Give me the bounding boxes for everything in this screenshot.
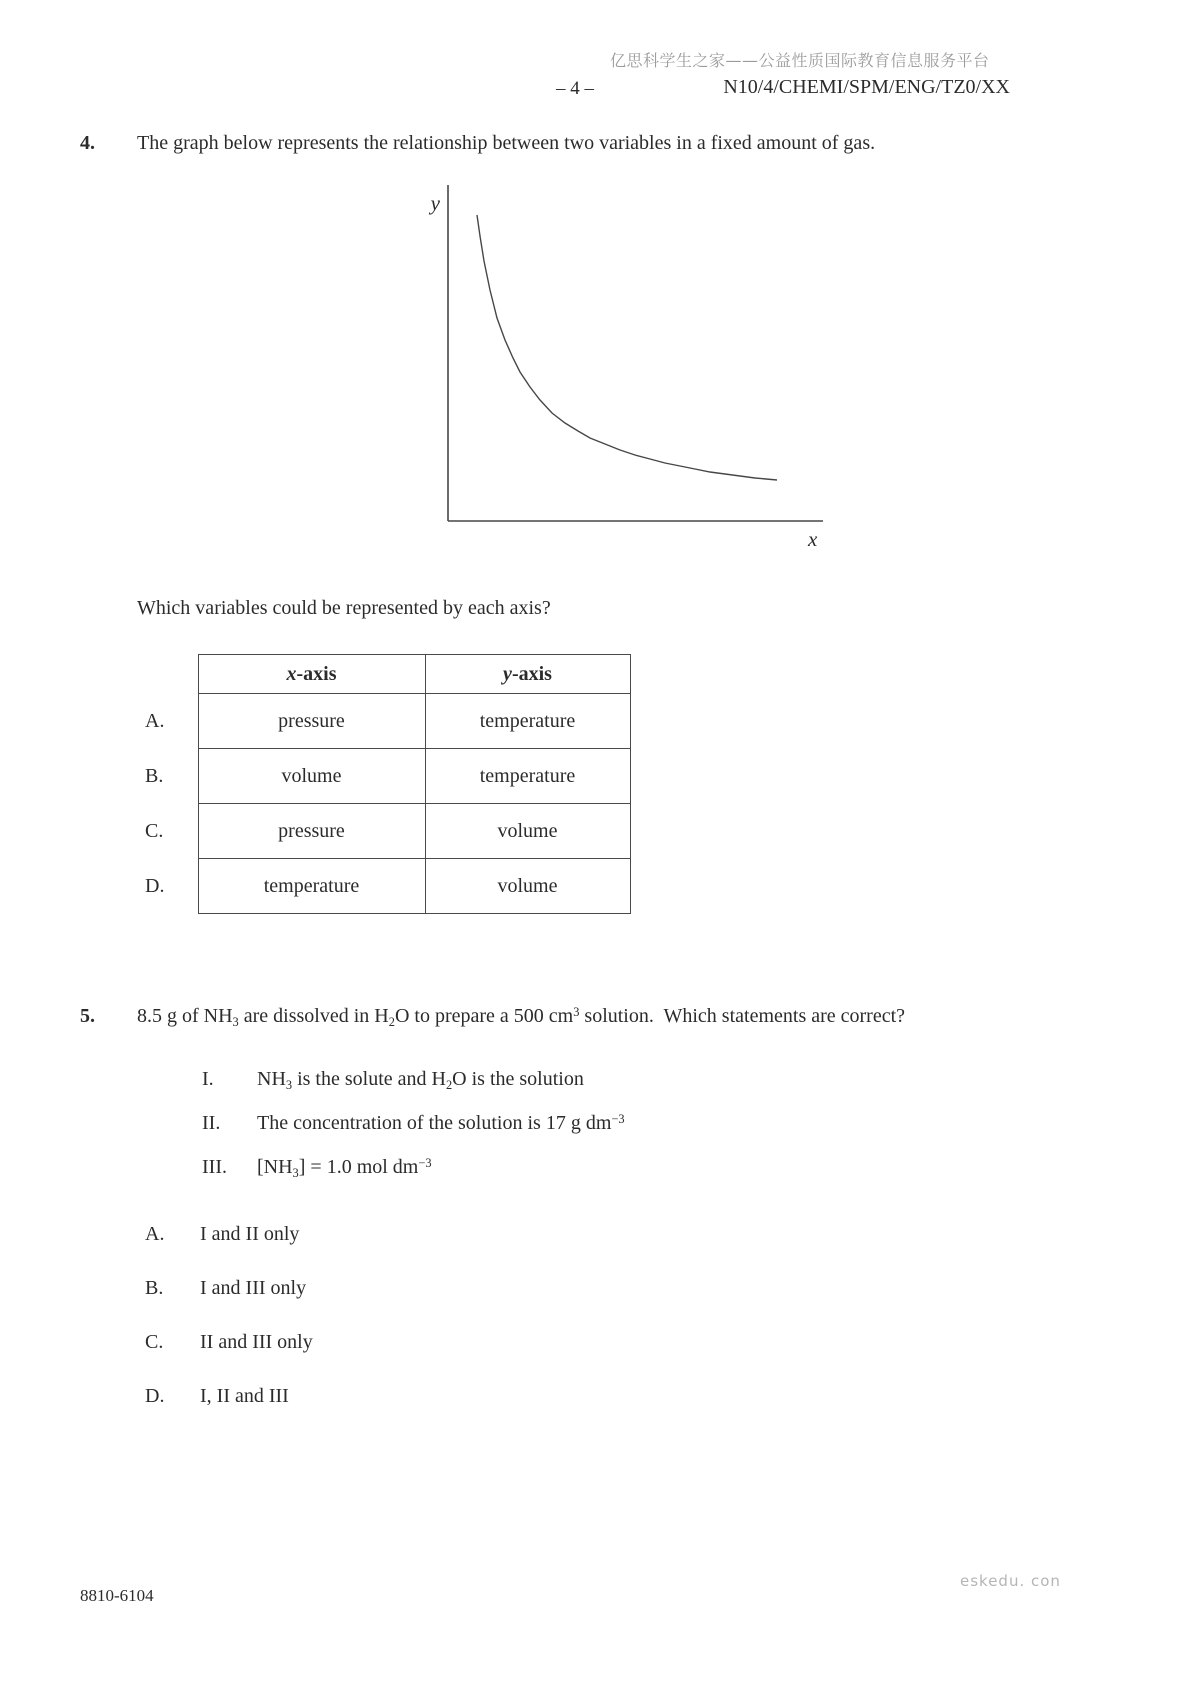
subscript: 2 [445, 1077, 453, 1092]
option-a [145, 1223, 299, 1246]
subscript: 3 [285, 1077, 293, 1092]
subscript: 2 [388, 1014, 395, 1029]
table-header-y [425, 655, 630, 694]
header-watermark: 亿思科学生之家——公益性质国际教育信息服务平台 [610, 51, 990, 70]
table-header-row [133, 655, 630, 694]
roman-numeral: III. [202, 1156, 227, 1179]
table-header-x [198, 655, 425, 694]
x-axis-word: -axis [296, 662, 337, 685]
table-row [133, 859, 630, 914]
option-letter: C. [145, 819, 164, 842]
roman-numeral: I. [202, 1068, 214, 1091]
stem-text: 8.5 g of NH [137, 1005, 233, 1028]
option-letter: C. [145, 1331, 164, 1353]
y-axis-label: y [430, 191, 440, 215]
x-axis-label: x [808, 527, 818, 551]
table-cell-x: volume [198, 749, 425, 804]
q4-stem: The graph below represents the relationship between two variables in a fixed amount of gas. [137, 132, 876, 154]
table-cell-y: volume [425, 804, 630, 859]
statement-text: [NH [257, 1156, 293, 1179]
table-header-spacer [133, 655, 198, 694]
subscript: 3 [292, 1165, 299, 1180]
y-axis-symbol: y [503, 662, 512, 685]
option-text: I and II only [200, 1223, 300, 1245]
statement-2 [202, 1112, 625, 1137]
option-letter: D. [145, 874, 165, 897]
table-cell-x: temperature [198, 859, 425, 914]
q5-stem [137, 1005, 905, 1030]
table-row [133, 749, 630, 804]
subscript: 3 [232, 1014, 239, 1029]
table-row [133, 694, 630, 749]
option-letter: B. [145, 764, 164, 787]
roman-numeral: II. [202, 1112, 221, 1135]
q4-prompt: Which variables could be represented by each axis? [137, 597, 551, 619]
superscript: −3 [418, 1156, 432, 1170]
superscript: 3 [573, 1005, 580, 1019]
table-cell-y: temperature [425, 694, 630, 749]
table-cell-x: pressure [198, 694, 425, 749]
q5-number: 5. [80, 1005, 95, 1027]
stem-text: O to prepare a 500 cm [394, 1005, 574, 1028]
statement-text: The concentration of the solution is 17 g dm [257, 1112, 612, 1135]
footer-code: 8810-6104 [80, 1586, 154, 1605]
statement-text: O is the solution [452, 1068, 584, 1091]
table-row [133, 804, 630, 859]
option-letter: B. [145, 1277, 164, 1299]
table-cell-y: volume [425, 859, 630, 914]
statement-3 [202, 1156, 432, 1181]
option-text: I and III only [200, 1277, 307, 1299]
statement-1 [202, 1068, 584, 1093]
graph-curve [477, 215, 777, 480]
option-text: II and III only [200, 1331, 313, 1353]
option-c [145, 1331, 313, 1354]
stem-text: are dissolved in H [238, 1005, 389, 1028]
option-b [145, 1277, 306, 1300]
option-text: I, II and III [200, 1385, 289, 1407]
y-axis-word: -axis [511, 662, 552, 685]
gas-graph [390, 170, 840, 555]
footer-watermark: eskedu. con [960, 1572, 1061, 1590]
table-cell-y: temperature [425, 749, 630, 804]
statement-text: NH [257, 1068, 286, 1091]
x-axis-symbol: x [286, 662, 297, 685]
paper-code: N10/4/CHEMI/SPM/ENG/TZ0/XX [723, 76, 1010, 98]
option-letter: A. [145, 709, 165, 732]
option-d [145, 1385, 289, 1408]
superscript: −3 [611, 1112, 625, 1126]
page-number: – 4 – [556, 78, 594, 99]
table-cell-x: pressure [198, 804, 425, 859]
option-letter: D. [145, 1385, 165, 1407]
statement-text: ] = 1.0 mol dm [298, 1156, 419, 1179]
statement-text: is the solute and H [292, 1068, 446, 1091]
q4-number: 4. [80, 132, 95, 154]
option-letter: A. [145, 1223, 165, 1245]
stem-text: solution. Which statements are correct? [579, 1005, 906, 1028]
q4-answer-table [133, 654, 631, 914]
